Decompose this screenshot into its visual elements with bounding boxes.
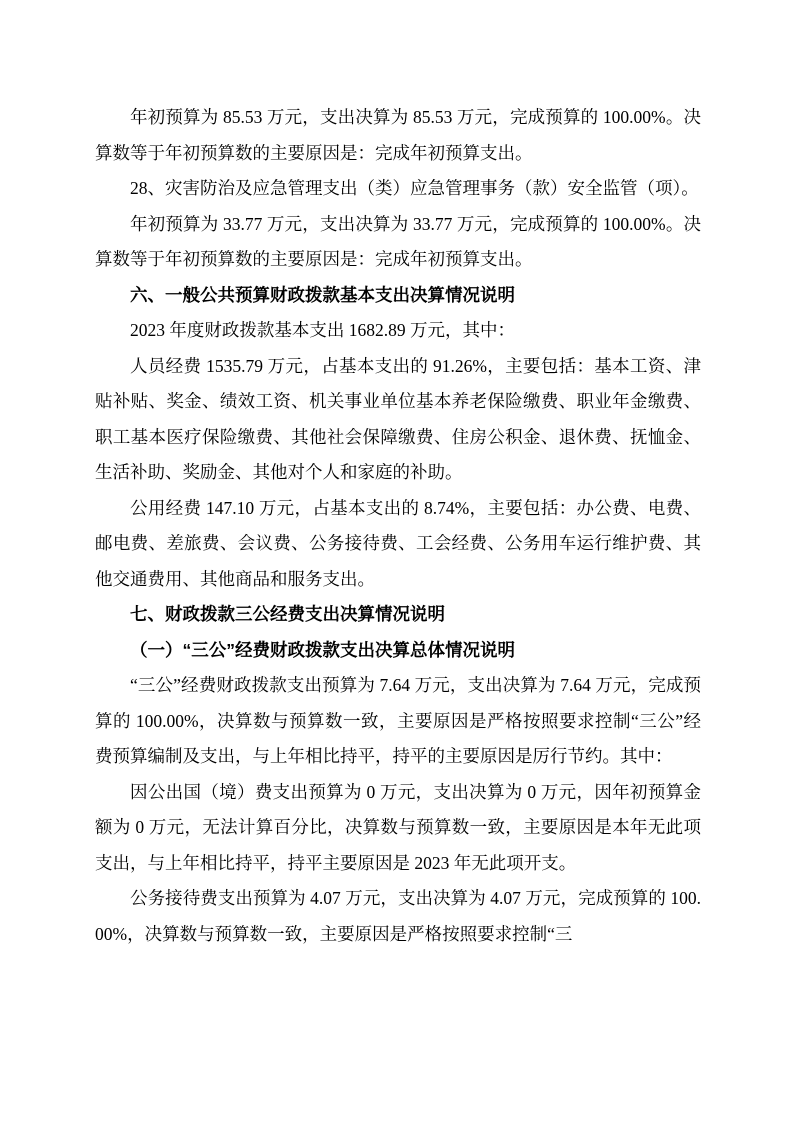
paragraph-basic-expenditure-total: 2023 年度财政拨款基本支出 1682.89 万元，其中： (130, 320, 515, 340)
subsection-heading-1: （一）“三公”经费财政拨款支出决算总体情况说明 (130, 639, 515, 660)
paragraph-budget-85-53: 年初预算为 85.53 万元，支出决算为 85.53 万元，完成预算的 100.00%。决算数等于年初预算数的主要原因是：完成年初预算支出。 (95, 107, 701, 163)
paragraph-public-expense: 公用经费 147.10 万元，占基本支出的 8.74%，主要包括：办公费、电费、邮电费、差旅费、会议费、公务接待费、工会经费、公务用车运行维护费、其他交通费用、其他商品和服务支出。 (95, 497, 701, 589)
paragraph-personnel-expense: 人员经费 1535.79 万元，占基本支出的 91.26%，主要包括：基本工资、津贴补贴、奖金、绩效工资、机关事业单位基本养老保险缴费、职业年金缴费、职工基本医疗保险缴费、其他社会保障缴费、住房公积金、退休费、抚恤金、生活补助、奖励金、其他对个人和家庭的补助。 (95, 355, 701, 482)
section-heading-6: 六、一般公共预算财政拨款基本支出决算情况说明 (130, 284, 515, 305)
paragraph-reception-expense: 公务接待费支出预算为 4.07 万元，支出决算为 4.07 万元，完成预算的 100.00%，决算数与预算数一致，主要原因是严格按照要求控制“三 (95, 888, 701, 944)
paragraph-sangong-overview: “三公”经费财政拨款支出预算为 7.64 万元，支出决算为 7.64 万元，完成预算的 100.00%，决算数与预算数一致，主要原因是严格按照要求控制“三公”经费预算编制及支出，与上年相比持平，持平的主要原因是厉行节约。其中： (95, 675, 701, 766)
paragraph-budget-33-77: 年初预算为 33.77 万元，支出决算为 33.77 万元，完成预算的 100.00%。决算数等于年初预算数的主要原因是：完成年初预算支出。 (95, 213, 701, 269)
paragraph-abroad-expense: 因公出国（境）费支出预算为 0 万元，支出决算为 0 万元，因年初预算金额为 0 万元，无法计算百分比，决算数与预算数一致，主要原因是本年无此项支出，与上年相比持平，持平主要原因是 2023 年无此项开支。 (95, 781, 701, 873)
paragraph-item-28: 28、灾害防治及应急管理支出（类）应急管理事务（款）安全监管（项）。 (130, 178, 699, 198)
section-heading-7: 七、财政拨款三公经费支出决算情况说明 (130, 604, 445, 624)
